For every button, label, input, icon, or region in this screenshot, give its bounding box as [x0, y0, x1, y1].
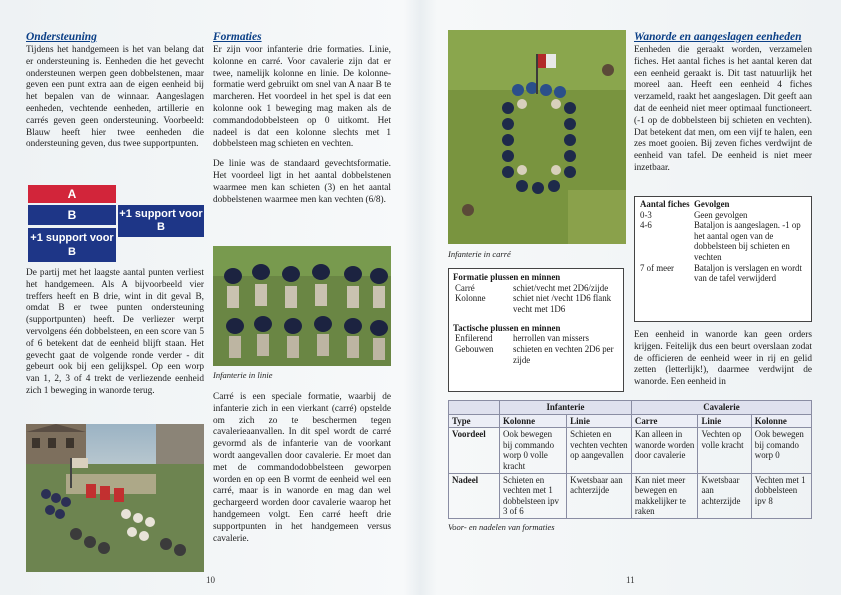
- group-infantry: Infanterie: [500, 401, 632, 415]
- support-paragraph-1: Tijdens het handgemeen is het van belang dat er ondersteuning is. Eenheden die het gevecht ondersteunen werpen geen dobbelstenen, maar geven een punt extra aan de eigen eenheid bij het bepalen van de winnaar. Aangeslagen eenheden, vechtende eenheden, artillerie en carrés geven geen ondersteuning. Voorbeeld: Blauw heeft hier twee eenheden die ondersteuning geven, dus twee supportpunten.: [26, 45, 204, 150]
- unit-b-box: B: [28, 205, 116, 225]
- disorder-paragraph-2: Een eenheid in wanorde kan geen orders krijgen. Feitelijk dus een beurt overslaan zodat de officieren de eenheid weer in rij en gelid zetten (letterlijk!), daarmee verdwijnt de wanorde. Een eenheid in: [634, 330, 812, 388]
- modifiers-title-2: Tactische plussen en minnen: [453, 322, 561, 333]
- formations-column-2: [213, 392, 391, 553]
- formations-heading: Formaties: [213, 31, 262, 43]
- formations-table-wrap: [448, 400, 812, 538]
- disorder-column-2: [634, 330, 812, 397]
- formations-table: [448, 400, 812, 519]
- modifier-key: Gebouwen: [455, 343, 494, 354]
- table-cell: Schieten en vechten vechten op aangevallen: [567, 428, 632, 473]
- support-b-box-below: +1 support voor B: [28, 228, 116, 262]
- modifier-row: [453, 283, 619, 294]
- table-cell: Schieten en vechten met 1 dobbelsteen ipv 3 of 6: [500, 473, 567, 518]
- modifier-value: schieten en vechten 2D6 per zijde: [513, 343, 614, 365]
- col-header: Linie: [567, 414, 632, 428]
- fiches-header-effect: Gevolgen: [694, 199, 730, 209]
- modifiers-table-2: [453, 333, 619, 365]
- modifier-value: herrollen van missers: [513, 333, 589, 344]
- page-number-left: 10: [206, 575, 215, 585]
- col-header: Linie: [698, 414, 751, 428]
- table-cell: Kwetsbaar aan achterzijde: [567, 473, 632, 518]
- formations-paragraph-2: De linie was de standaard gevechtsformatie. Het voordeel ligt in het aantal dobbelstenen waarmee men kan schieten (3) en het aantal dobbelstenen waarmee men kan vechten (6/8).: [213, 159, 391, 205]
- formations-paragraph-3: Carré is een speciale formatie, waarbij de infanterie zich in een vierkant (carré) opstelde om zich zo te beschermen tegen cavalerieaanvallen. In dit spel wordt de carré gevormd als de infanterie van de voorkant wordt aangevallen door cavalerie. Er moet dan met de commandodobbelsteen geworpen worden en op een B vormt de eenheid wel een carré, maar is in wanorde en mag dan wel gechargeerd worden door cavalerie waarop het handgemeen volgt. Een carré heeft drie supportpunten in het handgemeen versus cavalerie.: [213, 392, 391, 544]
- fiches-row: [638, 210, 808, 221]
- support-paragraph-2: De partij met het laagste aantal punten verliest het handgemeen. Als A bijvoorbeeld vier treffers heeft en B drie, wint in dit geval B, omdat B er twee punten ondersteuning (supportpunten) heeft. De verliezer werpt vervolgens één dobbelsteen, en een score van 5 of 6 betekent dat de eenheid blijft staan. Het gevecht gaat de volgende ronde verder - dit gebeurt ook bij een gelijkspel. Op een worp van 1, 2, 3 of 4 trekt de verliezende eenheid zich 1 beweging in wanorde terug.: [26, 268, 204, 396]
- page-number-right: 11: [626, 575, 635, 585]
- fiches-effect: Bataljon is verslagen en wordt van de tafel verwijderd: [694, 262, 802, 284]
- fiches-header-count: Aantal fiches: [640, 199, 690, 209]
- modifier-key: Carré: [455, 282, 475, 293]
- col-header: Kolonne: [751, 414, 811, 428]
- formation-modifiers-box: [448, 268, 624, 392]
- fiches-count: 4-6: [640, 220, 652, 231]
- col-header: Type: [449, 414, 500, 428]
- formations-paragraph-1: Er zijn voor infanterie drie formaties. Linie, kolonne en carré. Voor cavalerie zijn dat er twee, namelijk kolonne en linie. De kolonne-formatie werd gebruikt om snel van A naar B te marcheren. Het voordeel in het spel is dat een kolonne ook 1 beweging mag maken als de commandodobbelsteen op 0 uitkomt. Het nadeel is dat een kolonne slechts met 1 dobbelsteen mag schieten en vechten.: [213, 45, 391, 150]
- table-cell: Ook bewegen bij commando worp 0 volle kracht: [500, 428, 567, 473]
- modifier-key: Kolonne: [455, 293, 486, 304]
- table-cell: Kan alleen in wanorde worden door cavalerie: [631, 428, 698, 473]
- row-type: Nadeel: [449, 473, 500, 518]
- modifier-value: schiet/vecht met 2D6/zijde: [513, 282, 609, 293]
- carre-caption-wrap: [448, 246, 626, 267]
- fiches-table-box: [634, 196, 812, 322]
- infantry-line-photo: [213, 246, 391, 366]
- carre-photo-graphic: [448, 30, 626, 244]
- group-empty: [449, 401, 500, 415]
- carre-caption: Infanterie in carré: [448, 249, 511, 259]
- table-cell: Kan niet meer bewegen en makkelijker te raken: [631, 473, 698, 518]
- table-cell: Kwetsbaar aan achterzijde: [698, 473, 751, 518]
- formations-group-row: [449, 401, 812, 415]
- infantry-line-graphic: [213, 246, 391, 366]
- infantry-line-caption-wrap: [213, 367, 391, 388]
- modifier-row: [453, 293, 619, 314]
- fiches-count: 7 of meer: [640, 262, 675, 273]
- battle-photo-graphic: [26, 424, 204, 572]
- unit-a-box: A: [28, 185, 116, 203]
- support-heading: Ondersteuning: [26, 31, 97, 43]
- modifier-row: [453, 344, 619, 365]
- fiches-effect: Bataljon is aangeslagen. -1 op het aantal ogen van de dobbelsteen bij schieten en vechten: [694, 220, 801, 262]
- formations-row-disadvantage: [449, 473, 812, 518]
- modifier-row: [453, 333, 619, 344]
- fiches-table: [638, 199, 808, 284]
- formations-header-row: [449, 414, 812, 428]
- fiches-row: [638, 263, 808, 284]
- modifier-key: Enfilerend: [455, 333, 493, 344]
- row-type: Voordeel: [449, 428, 500, 473]
- fiches-effect: Geen gevolgen: [694, 209, 748, 220]
- modifiers-table-1: [453, 283, 619, 315]
- col-header: Kolonne: [500, 414, 567, 428]
- disorder-heading: Wanorde en aangeslagen eenheden: [634, 31, 802, 43]
- battle-photo: [26, 424, 204, 572]
- formations-row-advantage: [449, 428, 812, 473]
- fiches-row: [638, 220, 808, 262]
- infantry-line-caption: Infanterie in linie: [213, 370, 273, 380]
- formations-column: [213, 30, 391, 214]
- disorder-paragraph-1: Eenheden die geraakt worden, verzamelen fiches. Het aantal fiches is het aantal keren dat een eenheid geraakt is. Dit tast natuurlijk het moreel aan. Heeft een eenheid 4 fiches verzameld, raakt het aangeslagen. Dit geeft aan dat de eenheid niet meer optimaal functioneert. (-1 op de dobbelsteen bij schieten en vechten). Dat betekent dat men, om een vijf te halen, een zes moet gooien. Bij zeven fiches verdwijnt de eenheid van tafel. De eenheid is niet meer inzetbaar.: [634, 45, 812, 173]
- disorder-column: [634, 30, 812, 183]
- table-cell: Vechten op volle kracht: [698, 428, 751, 473]
- support-b-box-right: +1 support voor B: [118, 205, 204, 237]
- support-column-2: [26, 268, 204, 406]
- carre-photo: [448, 30, 626, 244]
- fiches-header-row: [638, 199, 808, 210]
- col-header: Carre: [631, 414, 698, 428]
- group-cavalry: Cavalerie: [631, 401, 811, 415]
- left-page: [0, 0, 420, 595]
- table-cell: Vechten met 1 dobbelsteen ipv 8: [751, 473, 811, 518]
- table-cell: Ook bewegen bij comando worp 0: [751, 428, 811, 473]
- fiches-count: 0-3: [640, 209, 652, 220]
- modifiers-title-1: Formatie plussen en minnen: [453, 272, 561, 282]
- modifier-value: schiet niet /vecht 1D6 flank vecht met 1D6: [513, 293, 612, 314]
- support-column: [26, 30, 204, 159]
- formations-table-caption: Voor- en nadelen van formaties: [448, 521, 555, 532]
- right-page: [421, 0, 841, 595]
